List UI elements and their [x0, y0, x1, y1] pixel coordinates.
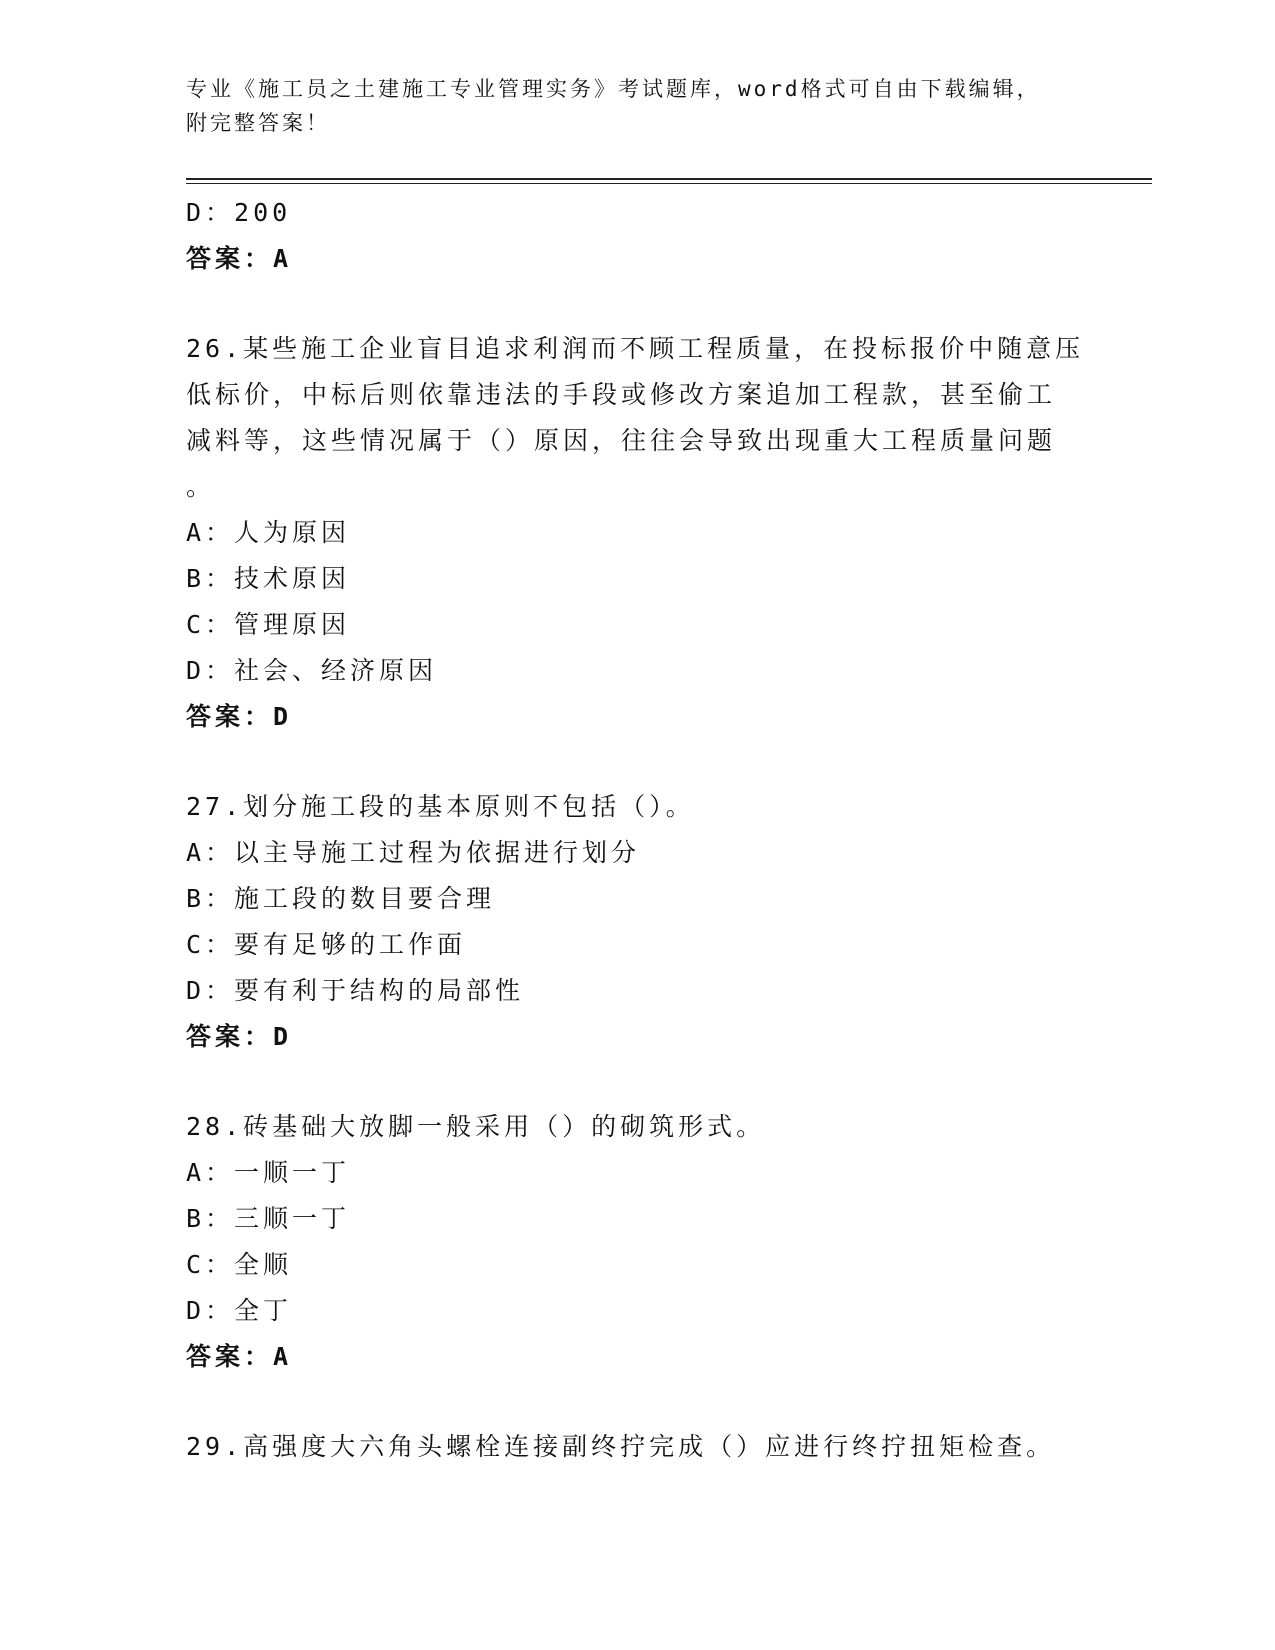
option-b: B：技术原因: [186, 564, 351, 593]
header-line-2: 附完整答案！: [186, 111, 330, 135]
question-stem-line: 27.划分施工段的基本原则不包括（）。: [186, 792, 695, 821]
option-d: D：200: [186, 198, 292, 227]
question-stem-line: 28.砖基础大放脚一般采用（）的砌筑形式。: [186, 1112, 766, 1141]
question-28: [186, 1104, 1066, 1380]
question-27: [186, 784, 1066, 1060]
page-header: [186, 72, 1066, 140]
answer-line: 答案：A: [186, 244, 293, 273]
header-line-1: 专业《施工员之土建施工专业管理实务》考试题库，word格式可自由下载编辑，: [186, 77, 1041, 101]
question-26: [186, 326, 1085, 740]
answer-line: 答案：A: [186, 1342, 293, 1371]
question-stem-line: 减料等，这些情况属于（）原因，往往会导致出现重大工程质量问题: [186, 426, 1057, 455]
option-a: A：一顺一丁: [186, 1158, 351, 1187]
option-b: B：施工段的数目要合理: [186, 884, 496, 913]
header-divider: [186, 178, 1152, 180]
option-d: D：社会、经济原因: [186, 656, 438, 685]
option-c: C：管理原因: [186, 610, 351, 639]
question-list: [186, 190, 1085, 1470]
option-a: A：人为原因: [186, 518, 351, 547]
question-stem-line: 。: [186, 472, 216, 501]
answer-line: 答案：D: [186, 1022, 293, 1051]
answer-line: 答案：D: [186, 702, 293, 731]
question-29: [186, 1424, 1066, 1470]
question-stem-line: 26.某些施工企业盲目追求利润而不顾工程质量，在投标报价中随意压: [186, 334, 1085, 363]
option-b: B：三顺一丁: [186, 1204, 351, 1233]
question-stem-line: 29.高强度大六角头螺栓连接副终拧完成（）应进行终拧扭矩检查。: [186, 1432, 1056, 1461]
option-c: C：全顺: [186, 1250, 293, 1279]
option-d: D：要有利于结构的局部性: [186, 976, 525, 1005]
option-a: A：以主导施工过程为依据进行划分: [186, 838, 641, 867]
option-d: D：全丁: [186, 1296, 293, 1325]
option-c: C：要有足够的工作面: [186, 930, 467, 959]
previous-question-tail: [186, 190, 1066, 282]
header-divider-thin: [186, 183, 1152, 184]
question-stem-line: 低标价，中标后则依靠违法的手段或修改方案追加工程款，甚至偷工: [186, 380, 1057, 409]
